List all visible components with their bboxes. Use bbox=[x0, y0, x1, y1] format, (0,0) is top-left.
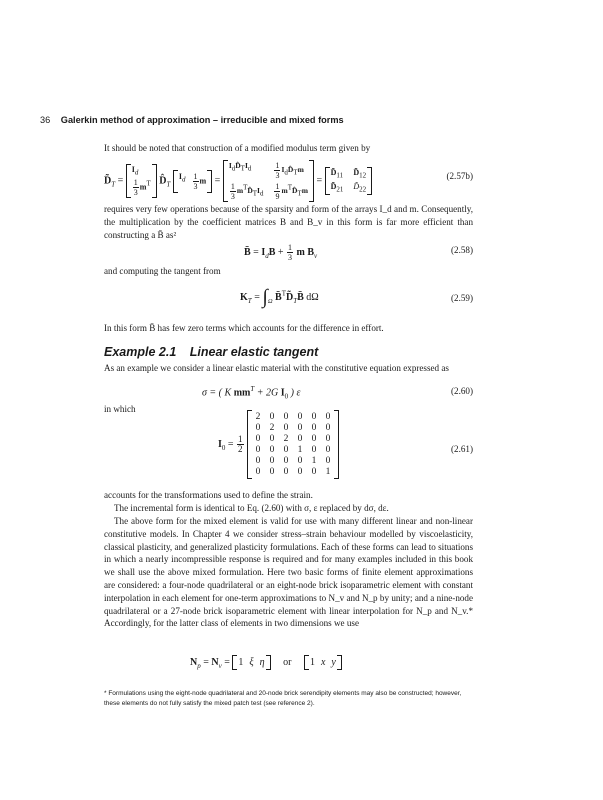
matrix-I0-cell: 0 bbox=[255, 423, 261, 433]
paragraph-5: As an example we consider a linear elastic material with the constitutive equation expressed as bbox=[104, 363, 449, 373]
matrix-I0-cell: 0 bbox=[325, 423, 331, 433]
matrix-I0-cell: 0 bbox=[311, 467, 317, 477]
paragraph-7: accounts for the transformations used to define the strain. bbox=[104, 490, 313, 500]
footnote: * Formulations using the eight-node quadrilateral and 20-node brick serendipity elements may also be constructed; however, these elements do not fully satisfy the mixed patch test (see reference 2). bbox=[104, 690, 462, 707]
matrix-I0-cell: 0 bbox=[255, 467, 261, 477]
matrix-I0-cell: 0 bbox=[297, 456, 303, 466]
equation-number-2-57b: (2.57b) bbox=[446, 171, 473, 181]
matrix-I0-cell: 0 bbox=[283, 456, 289, 466]
matrix-I0-cell: 0 bbox=[255, 434, 261, 444]
matrix-I0-cell: 0 bbox=[325, 412, 331, 422]
equation-2-57b-body: $D̃_T$ = Id $\frac{1}{3}$ mT $D̂_T$ Id $\frac{1}{3}$ m = IdD̂TId $\frac{1}{3}$ IdD̂Tm $\frac{1}{3}$ mTD̂TId $\frac{1}{9}$ mTD̂Tm = D̃11 D̃12 D̃21 D̃22 bbox=[104, 160, 372, 202]
matrix-I0-cell: 1 bbox=[297, 445, 303, 455]
example-title: Linear elastic tangent bbox=[189, 345, 319, 359]
matrix-I0-cell: 0 bbox=[283, 467, 289, 477]
equation-2-58 bbox=[104, 241, 473, 261]
matrix-I0-cell: 2 bbox=[269, 423, 275, 433]
equation-2-60-body: σ = ( K $mm^T + 2G$ $I_0$ ) ε bbox=[202, 385, 301, 401]
running-header bbox=[40, 115, 344, 125]
matrix-I0-cell: 0 bbox=[255, 445, 261, 455]
example-label: Example 2.1 bbox=[104, 345, 177, 359]
matrix-I0-cell: 0 bbox=[311, 423, 317, 433]
paragraph-6: in which bbox=[104, 404, 136, 414]
matrix-I0-cell: 0 bbox=[311, 434, 317, 444]
matrix-I0-cell: 0 bbox=[269, 434, 275, 444]
equation-2-59 bbox=[104, 284, 473, 316]
paragraph-9: The above form for the mixed element is valid for use with many different linear and non-linear constitutive models. In Chapter 4 we consider stress–strain behaviour modelled by viscoelasticity, classical plasticity, and generalized plasticity formulations. Each of these forms can lead to situations in which a nearly incompressible response is required and for many examples included in this book we shall use the above mixed formulation. Here two basic forms of finite element approximations are considered: a four-node quadrilateral or an eight-node brick isoparametric element with constant interpolation in each element for one-term approximations to N_v and N_p by unity; and a nine-node quadrilateral or a 27-node brick isoparametric element with linear interpolation for N_p and N_v.* Accordingly, for the latter class of elements in two dimensions we use bbox=[104, 516, 473, 629]
equation-number-2-61: (2.61) bbox=[451, 444, 473, 454]
equation-np-nv bbox=[104, 656, 473, 674]
matrix-I0-cell: 0 bbox=[297, 467, 303, 477]
equation-2-58-body: B̄ = $I_dB$ + $\frac{1}{3}$ m $B_v$ bbox=[244, 243, 318, 262]
running-title: Galerkin method of approximation – irreducible and mixed forms bbox=[60, 115, 344, 125]
equation-np-nv-body: $N_p = N_v$ = 1 ξ η or 1 x y bbox=[190, 657, 342, 670]
paragraph-2: requires very few operations because of the sparsity and form of the arrays I_d and m. Consequently, the multiplication by the coefficient matrices B and B_v in this form is far more efficient than constructing a B̄ as² bbox=[104, 204, 473, 240]
paragraph-3: and computing the tangent from bbox=[104, 266, 221, 276]
equation-2-59-body: $K_T = \int_\Omega$ $B̄^TD̃_TB̄$ dΩ bbox=[240, 286, 319, 308]
matrix-I0 bbox=[247, 410, 339, 479]
matrix-I0-cell: 0 bbox=[269, 456, 275, 466]
matrix-I0-cell: 0 bbox=[297, 423, 303, 433]
matrix-I0-cell: 2 bbox=[283, 434, 289, 444]
matrix-I0-cell: 2 bbox=[255, 412, 261, 422]
matrix-I0-cell: 0 bbox=[269, 445, 275, 455]
page-number: 36 bbox=[40, 115, 51, 125]
equation-2-61-body: $I_0$ = $\frac{1}{2}$ 2 0 0 0 0 0 0 2 0 0 0 0 0 0 2 0 0 0 0 0 0 1 0 0 0 0 0 0 1 0 0 0 0 0 0 1 bbox=[218, 410, 339, 479]
matrix-I0-cell: 0 bbox=[283, 445, 289, 455]
equation-number-2-59: (2.59) bbox=[451, 293, 473, 303]
paragraph-8: The incremental form is identical to Eq. (2.60) with σ, ε replaced by dσ, dε. bbox=[114, 503, 389, 513]
matrix-I0-cell: 0 bbox=[283, 423, 289, 433]
matrix-I0-cell: 0 bbox=[311, 445, 317, 455]
matrix-I0-cell: 0 bbox=[297, 412, 303, 422]
equation-2-57b bbox=[104, 158, 473, 201]
matrix-I0-cell: 0 bbox=[283, 412, 289, 422]
equation-number-2-60: (2.60) bbox=[451, 386, 473, 396]
equation-2-60 bbox=[104, 384, 473, 402]
matrix-I0-cell: 0 bbox=[255, 456, 261, 466]
paragraph-1: It should be noted that construction of a modified modulus term given by bbox=[104, 143, 371, 153]
matrix-I0-cell: 0 bbox=[311, 412, 317, 422]
equation-2-61 bbox=[104, 410, 473, 486]
equation-number-2-58: (2.58) bbox=[451, 245, 473, 255]
paragraph-4: In this form B̄ has few zero terms which accounts for the difference in effort. bbox=[104, 323, 384, 333]
example-heading bbox=[104, 345, 318, 359]
matrix-I0-cell: 0 bbox=[269, 467, 275, 477]
matrix-I0-cell: 0 bbox=[325, 445, 331, 455]
matrix-I0-cell: 0 bbox=[325, 434, 331, 444]
matrix-I0-cell: 1 bbox=[311, 456, 317, 466]
matrix-I0-cell: 1 bbox=[325, 467, 331, 477]
matrix-I0-cell: 0 bbox=[269, 412, 275, 422]
matrix-I0-cell: 0 bbox=[297, 434, 303, 444]
matrix-I0-cell: 0 bbox=[325, 456, 331, 466]
